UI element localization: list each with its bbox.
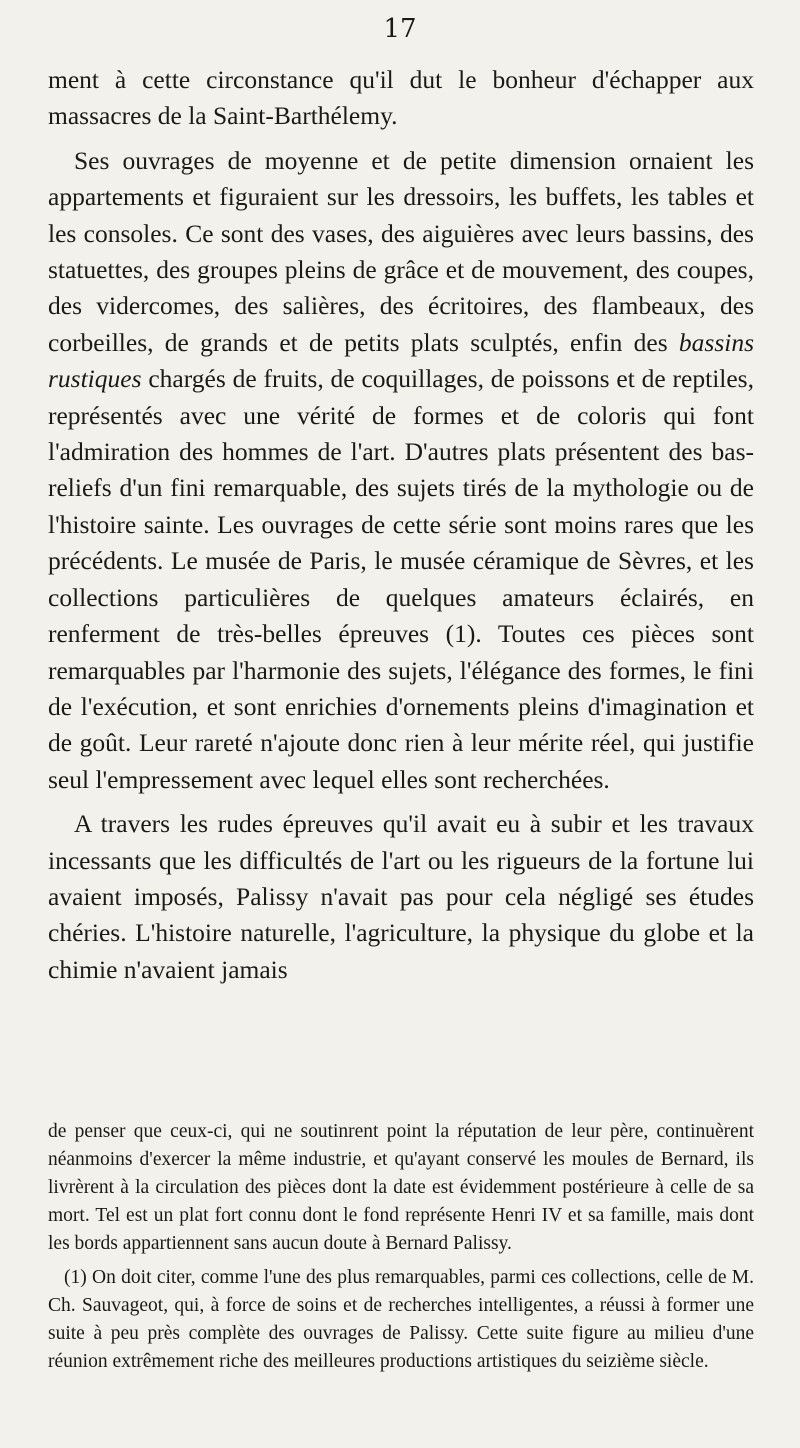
paragraph-studies: A travers les rudes épreuves qu'il avait eu à subir et les travaux incessants que les difficultés de l'art ou les rigueurs de la fortune lui avaient imposés, Palissy n'avait pas pour cela négligé ses études chéries. L'histoire naturelle, l'agriculture, la physique du globe et la chimie n'avaient jamais	[48, 809, 754, 984]
body-text	[48, 62, 754, 988]
footnote-continued: de penser que ceux-ci, qui ne soutinrent point la réputation de leur père, continuèrent néanmoins d'exercer la même industrie, et qu'ayant conservé les moules de Bernard, ils livrèrent à la circulation des pièces dont la date est évidemment postérieure à celle de sa mort. Tel est un plat fort connu dont le fond représente Henri IV et sa famille, mais dont les bords appartiennent sans aucun doute à Bernard Palissy.	[48, 1121, 754, 1254]
footnotes	[48, 1118, 754, 1376]
paragraph-continued: ment à cette circonstance qu'il dut le bonheur d'échapper aux massacres de la Saint-Barthélemy.	[48, 65, 754, 131]
italic-term: bassins rustiques	[48, 327, 754, 394]
page-number: 17	[383, 14, 417, 44]
paragraph-works-end: chargés de fruits, de coquillages, de poissons et de reptiles, représentés avec une vérité de formes et de coloris qui font l'admiration des hommes de l'art. D'autres plats présentent des bas-reliefs d'un fini remarquable, des sujets tirés de la mythologie ou de l'histoire sainte. Les ouvrages de cette série sont moins rares que les précédents. Le musée de Paris, le musée céramique de Sèvres, et les collections particulières de quelques amateurs éclairés, en renferment de très-belles épreuves (1). Toutes ces pièces sont remarquables par l'harmonie des sujets, l'élégance des formes, le fini de l'exécution, et sont enrichies d'ornements pleins d'imagination et de goût. Leur rareté n'ajoute donc rien à leur mérite réel, qui justifie seul l'empressement avec lequel elles sont recherchées.	[48, 364, 754, 794]
paragraph-works-start: Ses ouvrages de moyenne et de petite dimension ornaient les appartements et figuraient sur les dressoirs, les buffets, les tables et les consoles. Ce sont des vases, des aiguières avec leurs bassins, des statuettes, des groupes pleins de grâce et de mouvement, des coupes, des vidercomes, des salières, des écritoires, des flambeaux, des corbeilles, de grands et de petits plats sculptés, enfin des	[48, 145, 754, 357]
footnote-1: (1) On doit citer, comme l'une des plus remarquables, parmi ces collections, celle de M. Ch. Sauvageot, qui, à force de soins et de recherches intelligentes, a réussi à former une suite à peu près complète des ouvrages de Palissy. Cette suite figure au milieu d'une réunion extrêmement riche des meilleures productions artistiques du seizième siècle.	[48, 1267, 754, 1372]
paragraph-works	[48, 143, 754, 798]
